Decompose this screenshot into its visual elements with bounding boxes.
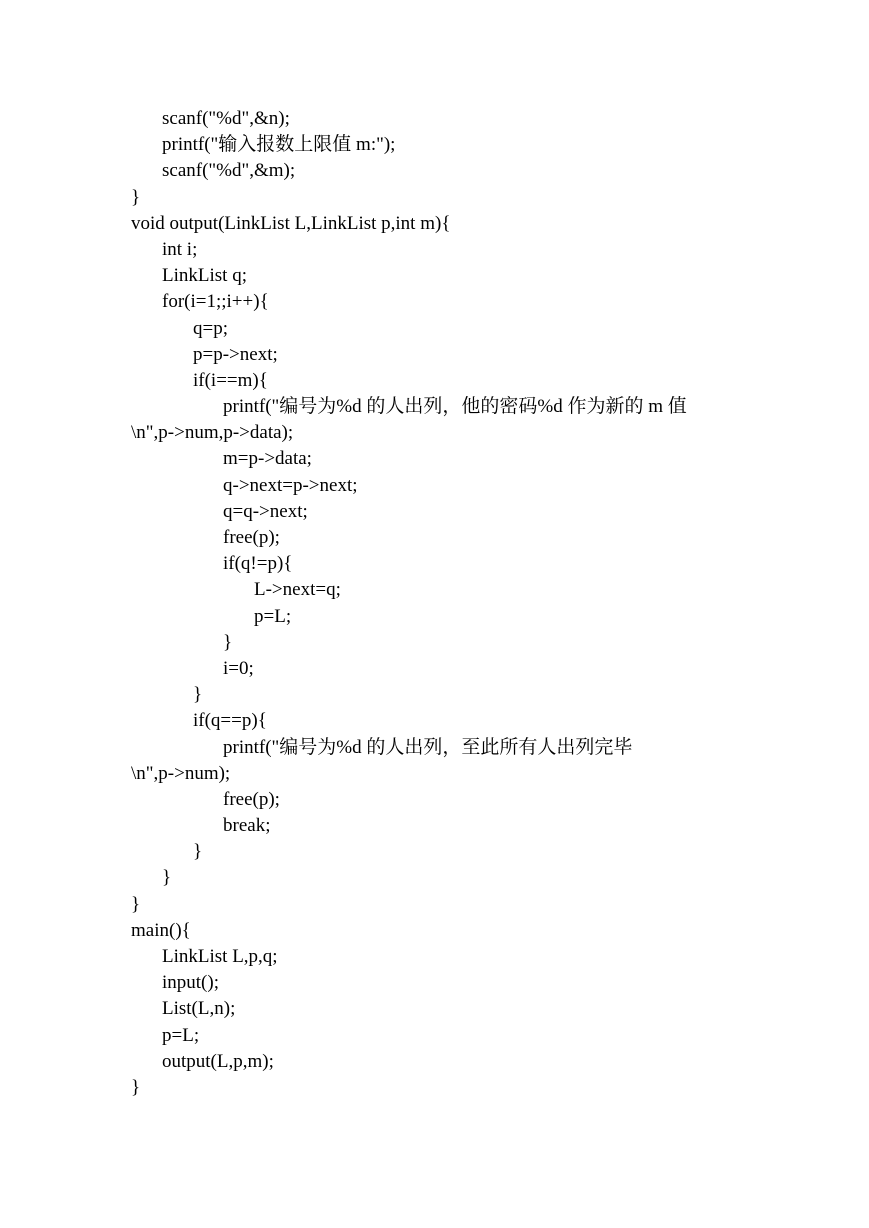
code-line: printf("编号为%d 的人出列，至此所有人出列完毕: [223, 736, 633, 758]
code-line: input();: [162, 972, 219, 994]
code-listing: [131, 106, 831, 1101]
code-line: void output(LinkList L,LinkList p,int m){: [131, 212, 451, 234]
code-line: }: [193, 841, 203, 863]
code-line: q=p;: [193, 317, 228, 339]
code-line: main(){: [131, 919, 191, 941]
code-line: L->next=q;: [254, 579, 341, 601]
code-line: p=L;: [162, 1024, 200, 1046]
code-line: p=L;: [254, 605, 292, 627]
code-line: }: [131, 893, 141, 915]
code-line: printf("输入报数上限值 m:");: [162, 134, 396, 156]
code-line: q->next=p->next;: [223, 474, 358, 496]
code-line: if(q==p){: [193, 710, 267, 732]
code-line: for(i=1;;i++){: [162, 291, 269, 313]
code-line: m=p->data;: [223, 448, 312, 470]
code-line: }: [131, 1076, 141, 1098]
code-line: \n",p->num);: [131, 762, 231, 784]
code-line: int i;: [162, 238, 198, 260]
code-line: }: [223, 631, 233, 653]
code-line: }: [162, 867, 172, 889]
code-line: \n",p->num,p->data);: [131, 422, 294, 444]
code-line: output(L,p,m);: [162, 1050, 274, 1072]
code-line: p=p->next;: [193, 343, 278, 365]
code-line: break;: [223, 815, 271, 837]
code-line: List(L,n);: [162, 998, 236, 1020]
code-line: free(p);: [223, 527, 280, 548]
code-line: free(p);: [223, 788, 280, 810]
code-line: q=q->next;: [223, 500, 308, 522]
code-line: LinkList L,p,q;: [162, 946, 278, 967]
code-line: if(i==m){: [193, 369, 268, 391]
code-line: printf("编号为%d 的人出列，他的密码%d 作为新的 m 值: [223, 396, 687, 418]
code-line: LinkList q;: [162, 265, 247, 287]
code-line: if(q!=p){: [223, 553, 293, 575]
code-line: i=0;: [223, 657, 254, 679]
code-line: }: [193, 684, 203, 706]
code-line: scanf("%d",&n);: [162, 108, 290, 129]
code-line: scanf("%d",&m);: [162, 160, 296, 182]
code-line: }: [131, 186, 141, 208]
